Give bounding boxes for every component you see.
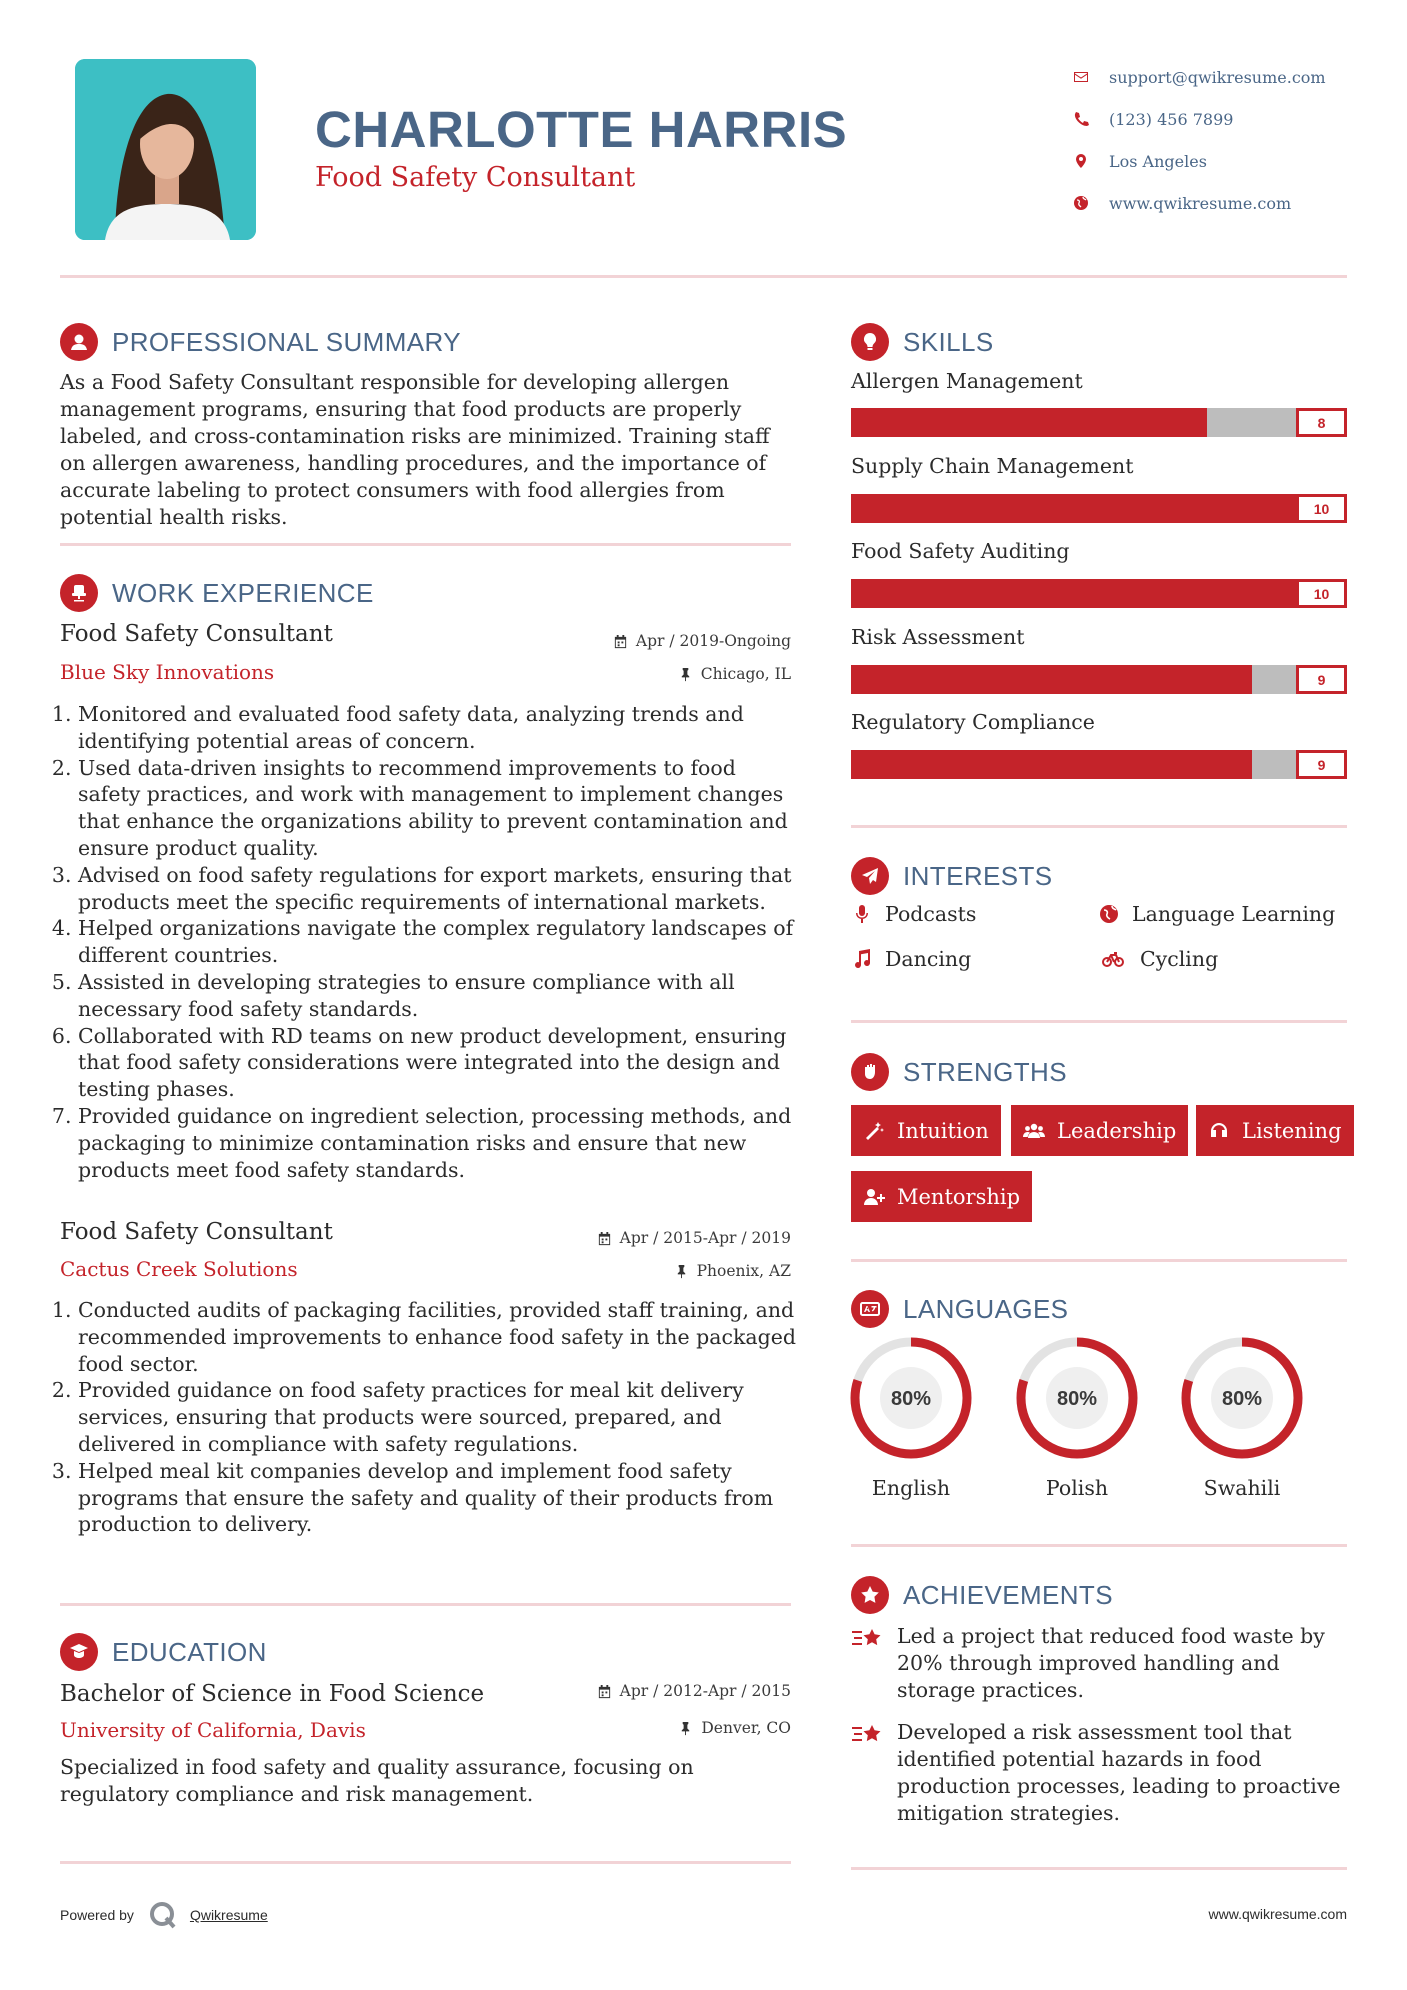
job-duties bbox=[60, 701, 800, 1183]
job-title: Food Safety Consultant bbox=[60, 1219, 333, 1245]
education-dates bbox=[597, 1682, 791, 1700]
education-description: Specialized in food safety and quality assurance, focusing on regulatory compliance and risk management. bbox=[60, 1755, 694, 1806]
strength-label: Listening bbox=[1242, 1118, 1342, 1143]
skills-heading bbox=[851, 323, 994, 361]
education-heading bbox=[60, 1633, 267, 1671]
job-location-text: Phoenix, AZ bbox=[696, 1262, 791, 1280]
header-divider bbox=[60, 275, 1347, 278]
list-item: 7. Provided guidance on ingredient selection, processing methods, and packaging to minimize contamination risks and ensure that new products meet food safety standards. bbox=[78, 1103, 800, 1183]
education-location bbox=[678, 1719, 791, 1737]
shooting-star-icon bbox=[851, 1721, 885, 1751]
skill-score: 9 bbox=[1296, 750, 1347, 779]
interests-divider bbox=[851, 1020, 1347, 1023]
language-name: English bbox=[871, 1476, 951, 1500]
globe-icon bbox=[1073, 195, 1109, 211]
job-duties bbox=[60, 1297, 800, 1538]
language-name: Swahili bbox=[1203, 1476, 1281, 1500]
experience-divider bbox=[60, 1603, 791, 1606]
languages-divider bbox=[851, 1544, 1347, 1547]
group-icon bbox=[1023, 1120, 1045, 1142]
achievements-divider bbox=[851, 1867, 1347, 1870]
interest-item bbox=[1098, 947, 1218, 971]
achievement-item bbox=[851, 1623, 1347, 1704]
contact-phone-text: (123) 456 7899 bbox=[1109, 109, 1234, 129]
skill-score: 8 bbox=[1296, 408, 1347, 437]
skill-bar bbox=[851, 665, 1347, 694]
calendar-icon bbox=[613, 634, 628, 649]
achievement-text: Developed a risk assessment tool that identified potential hazards in food production processes, leading to proactive mitigation strategies. bbox=[897, 1720, 1341, 1825]
pushpin-icon bbox=[678, 1721, 693, 1736]
list-item: 6. Collaborated with RD teams on new product development, ensuring that food safety considerations were integrated into the design and testing phases. bbox=[78, 1023, 800, 1103]
interest-item bbox=[851, 902, 976, 926]
skill-bar-fill bbox=[851, 408, 1207, 437]
achievements-heading bbox=[851, 1576, 1113, 1614]
education-divider bbox=[60, 1861, 791, 1864]
skill-name: Risk Assessment bbox=[851, 625, 1025, 649]
bicycle-icon bbox=[1098, 948, 1128, 970]
job-company: Cactus Creek Solutions bbox=[60, 1257, 298, 1281]
profile-photo bbox=[75, 59, 256, 240]
interests-heading bbox=[851, 857, 1053, 895]
graduate-icon bbox=[60, 1633, 98, 1671]
strength-label: Intuition bbox=[897, 1118, 989, 1143]
interest-label: Dancing bbox=[885, 947, 972, 971]
list-item: 3. Helped meal kit companies develop and implement food safety programs that ensure the safety and quality of their products from production to delivery. bbox=[78, 1458, 800, 1538]
skill-name: Regulatory Compliance bbox=[851, 710, 1095, 734]
microphone-icon bbox=[851, 903, 873, 925]
strength-chip bbox=[851, 1171, 1032, 1222]
footer-website[interactable]: www.qwikresume.com bbox=[1208, 1906, 1347, 1922]
job-dates-text: Apr / 2015-Apr / 2019 bbox=[619, 1229, 791, 1247]
achievement-text: Led a project that reduced food waste by 20% through improved handling and storage practices. bbox=[897, 1624, 1325, 1702]
interests-heading-text: INTERESTS bbox=[903, 860, 1053, 891]
job-location bbox=[678, 665, 791, 683]
powered-by-label: Powered by bbox=[60, 1907, 134, 1923]
calendar-icon bbox=[597, 1231, 612, 1246]
contact-email-text: support@qwikresume.com bbox=[1109, 67, 1326, 87]
achievement-item bbox=[851, 1719, 1347, 1827]
contact-location-text: Los Angeles bbox=[1109, 151, 1207, 171]
contact-email[interactable] bbox=[1073, 56, 1326, 98]
calendar-icon bbox=[597, 1684, 612, 1699]
lightbulb-icon bbox=[851, 323, 889, 361]
skill-name: Food Safety Auditing bbox=[851, 539, 1070, 563]
pushpin-icon bbox=[678, 667, 693, 682]
skill-score: 10 bbox=[1296, 579, 1347, 608]
skill-bar bbox=[851, 408, 1347, 437]
job-dates-text: Apr / 2019-Ongoing bbox=[635, 632, 791, 650]
school-name: University of California, Davis bbox=[60, 1718, 366, 1742]
skill-score: 10 bbox=[1296, 494, 1347, 523]
skills-heading-text: SKILLS bbox=[903, 326, 994, 357]
skill-name: Supply Chain Management bbox=[851, 454, 1134, 478]
skill-name: Allergen Management bbox=[851, 369, 1083, 393]
skill-bar bbox=[851, 494, 1347, 523]
headphones-icon bbox=[1208, 1120, 1230, 1142]
skills-divider bbox=[851, 825, 1347, 828]
education-dates-text: Apr / 2012-Apr / 2015 bbox=[619, 1682, 791, 1700]
candidate-name: CHARLOTTE HARRIS bbox=[315, 101, 848, 158]
summary-text: As a Food Safety Consultant responsible for developing allergen management programs, ensuring that food products are properly labeled, and cross-contamination risks are minimized. Training staff on allergen awareness, handling procedures, and the importance of accurate labeling to protect consumers with food allergies from potential health risks. bbox=[60, 370, 770, 529]
qwikresume-link[interactable]: Qwikresume bbox=[189, 1907, 268, 1923]
job-company: Blue Sky Innovations bbox=[60, 660, 275, 684]
language-item bbox=[1180, 1336, 1304, 1500]
strength-label: Mentorship bbox=[897, 1184, 1021, 1209]
strengths-heading-text: STRENGTHS bbox=[903, 1056, 1067, 1087]
language-ring bbox=[1015, 1336, 1139, 1460]
contact-list bbox=[1073, 56, 1326, 224]
skill-bar-fill bbox=[851, 579, 1347, 608]
achievements-heading-text: ACHIEVEMENTS bbox=[903, 1579, 1113, 1610]
contact-website-text: www.qwikresume.com bbox=[1109, 193, 1292, 213]
candidate-role: Food Safety Consultant bbox=[315, 162, 636, 193]
music-note-icon bbox=[851, 948, 873, 970]
contact-location bbox=[1073, 140, 1326, 182]
education-location-text: Denver, CO bbox=[701, 1719, 791, 1737]
interest-item bbox=[851, 947, 971, 971]
strength-chip bbox=[851, 1105, 1001, 1156]
language-percent: 80% bbox=[1056, 1388, 1098, 1410]
experience-heading-text: WORK EXPERIENCE bbox=[112, 577, 374, 608]
languages-heading bbox=[851, 1290, 1068, 1328]
summary-heading-text: PROFESSIONAL SUMMARY bbox=[112, 326, 461, 357]
strength-chip bbox=[1011, 1105, 1188, 1156]
education-heading-text: EDUCATION bbox=[112, 1636, 267, 1667]
summary-divider bbox=[60, 543, 791, 546]
language-item bbox=[1015, 1336, 1139, 1500]
skill-bar bbox=[851, 750, 1347, 779]
star-badge-icon bbox=[851, 1576, 889, 1614]
job-title: Food Safety Consultant bbox=[60, 621, 333, 647]
job-dates bbox=[597, 1229, 791, 1247]
skill-bar-fill bbox=[851, 494, 1347, 523]
contact-phone[interactable] bbox=[1073, 98, 1326, 140]
list-item: 1. Monitored and evaluated food safety data, analyzing trends and identifying potential areas of concern. bbox=[78, 701, 800, 755]
language-item bbox=[849, 1336, 973, 1500]
skill-bar bbox=[851, 579, 1347, 608]
paper-plane-icon bbox=[851, 857, 889, 895]
globe-icon bbox=[1098, 903, 1120, 925]
degree-title: Bachelor of Science in Food Science bbox=[60, 1681, 485, 1707]
strengths-heading bbox=[851, 1053, 1067, 1091]
contact-website[interactable] bbox=[1073, 182, 1326, 224]
language-icon bbox=[851, 1290, 889, 1328]
strengths-divider bbox=[851, 1259, 1347, 1262]
interest-label: Cycling bbox=[1140, 947, 1219, 971]
list-item: 1. Conducted audits of packaging facilities, provided staff training, and recommended improvements to enhance food safety in the packaged food sector. bbox=[78, 1297, 800, 1377]
map-pin-icon bbox=[1073, 153, 1109, 169]
raised-fist-icon bbox=[851, 1053, 889, 1091]
experience-heading bbox=[60, 574, 374, 612]
user-icon bbox=[60, 323, 98, 361]
language-name: Polish bbox=[1045, 1476, 1109, 1500]
skill-bar-fill bbox=[851, 665, 1252, 694]
skill-score: 9 bbox=[1296, 665, 1347, 694]
language-percent: 80% bbox=[1221, 1388, 1263, 1410]
language-percent: 80% bbox=[890, 1388, 932, 1410]
interest-label: Language Learning bbox=[1132, 902, 1336, 926]
strength-label: Leadership bbox=[1057, 1118, 1177, 1143]
job-location-text: Chicago, IL bbox=[700, 665, 791, 683]
user-plus-icon bbox=[863, 1186, 885, 1208]
magic-wand-icon bbox=[863, 1120, 885, 1142]
job-location bbox=[674, 1262, 791, 1280]
skill-bar-fill bbox=[851, 750, 1252, 779]
qwikresume-logo-icon bbox=[148, 1900, 178, 1930]
list-item: 4. Helped organizations navigate the complex regulatory landscapes of different countries. bbox=[78, 915, 800, 969]
shooting-star-icon bbox=[851, 1625, 885, 1655]
list-item: 2. Provided guidance on food safety practices for meal kit delivery services, ensuring that products were sourced, prepared, and delivered in compliance with safety regulations. bbox=[78, 1377, 800, 1457]
list-item: 3. Advised on food safety regulations for export markets, ensuring that products meet the specific requirements of international markets. bbox=[78, 862, 800, 916]
languages-heading-text: LANGUAGES bbox=[903, 1293, 1069, 1324]
summary-heading bbox=[60, 323, 461, 361]
job-dates bbox=[613, 632, 791, 650]
list-item: 5. Assisted in developing strategies to ensure compliance with all necessary food safety standards. bbox=[78, 969, 800, 1023]
list-item: 2. Used data-driven insights to recommend improvements to food safety practices, and work with management to implement changes that enhance the organizations ability to prevent contamination and ensure product quality. bbox=[78, 755, 800, 862]
strength-chip bbox=[1196, 1105, 1354, 1156]
language-ring bbox=[1180, 1336, 1304, 1460]
language-ring bbox=[849, 1336, 973, 1460]
pushpin-icon bbox=[674, 1264, 689, 1279]
interest-label: Podcasts bbox=[885, 902, 977, 926]
phone-icon bbox=[1073, 111, 1109, 127]
interest-item bbox=[1098, 902, 1335, 926]
envelope-icon bbox=[1073, 69, 1109, 85]
footer-powered-by bbox=[60, 1900, 268, 1930]
office-chair-icon bbox=[60, 574, 98, 612]
